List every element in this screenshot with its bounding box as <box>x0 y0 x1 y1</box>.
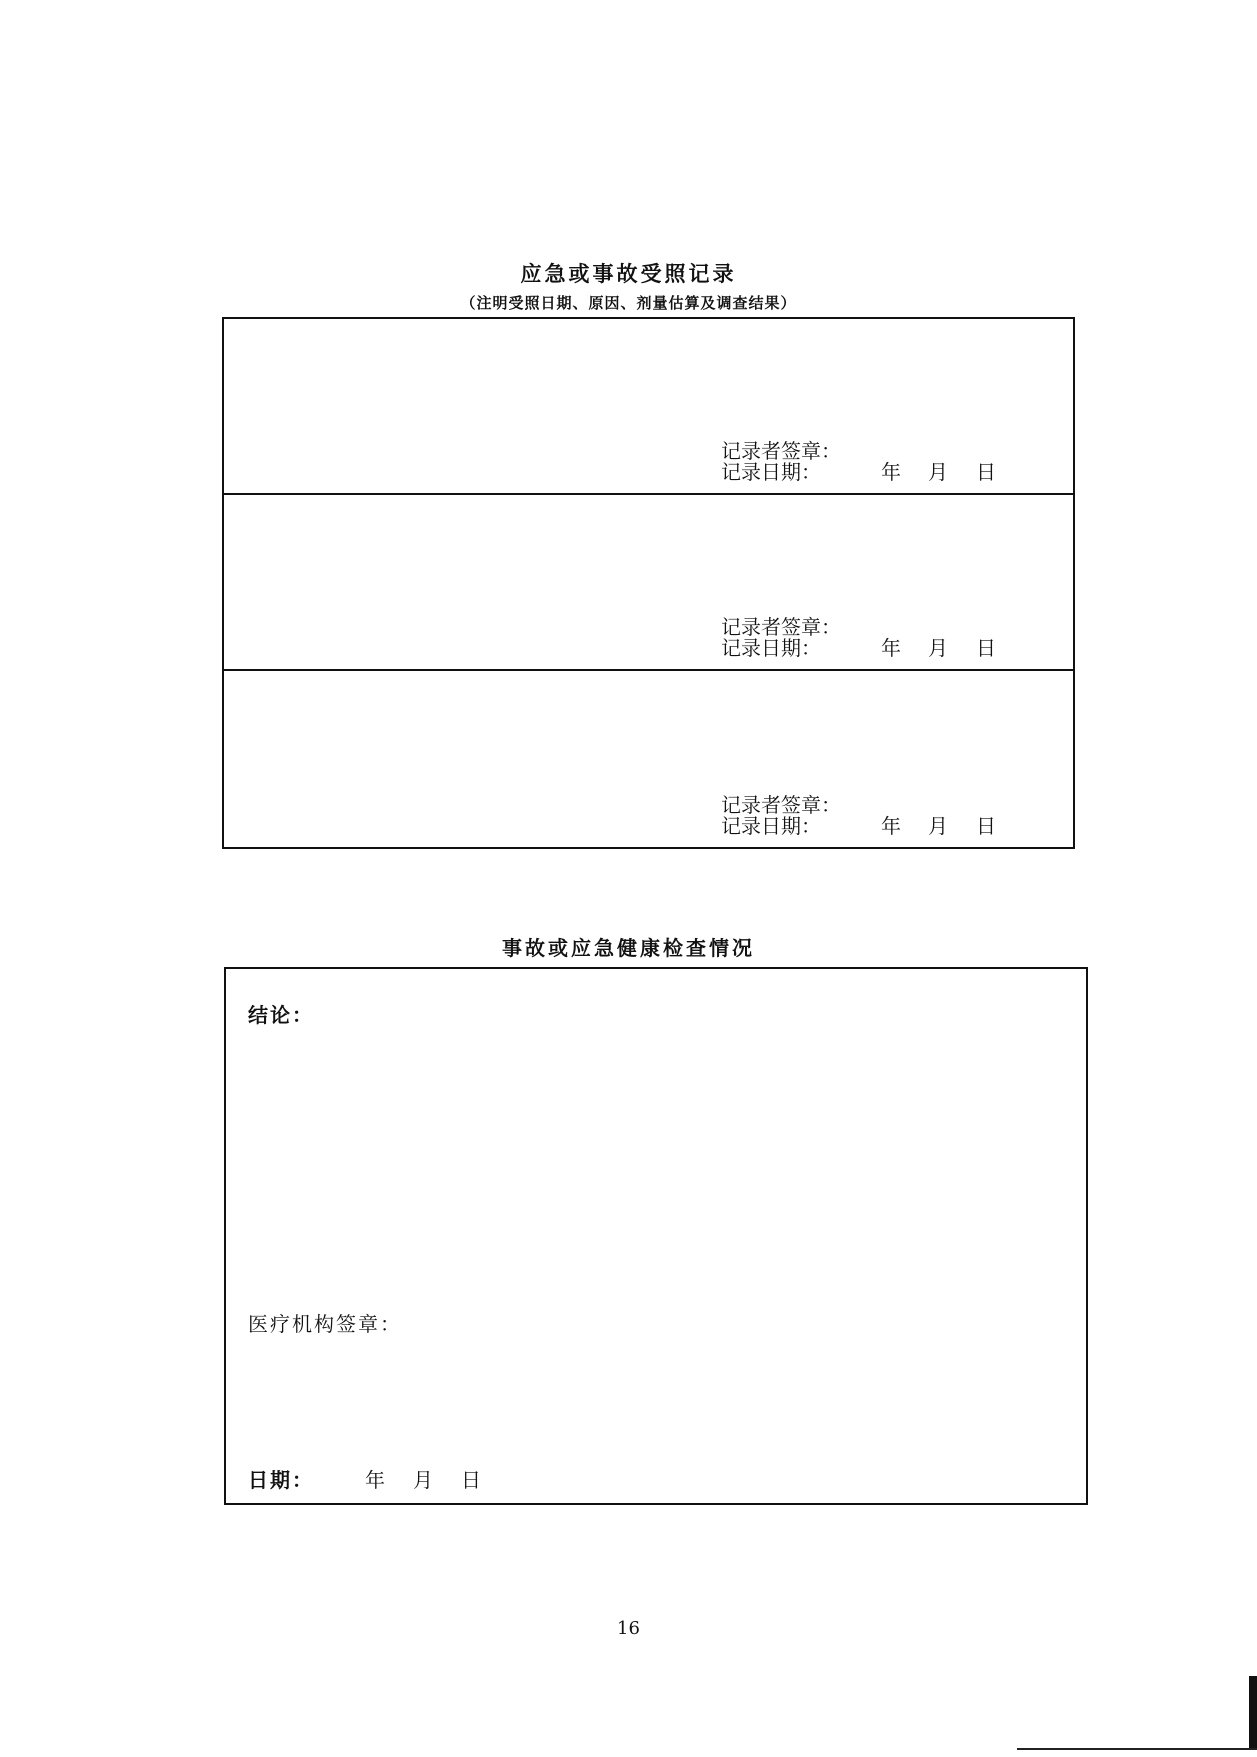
health-check-title: 事故或应急健康检查情况 <box>502 936 755 960</box>
date-year: 年 <box>365 1468 385 1492</box>
date-month: 月 <box>928 814 948 838</box>
date-year: 年 <box>881 460 901 484</box>
record-date-label: 记录日期： <box>721 460 821 484</box>
page-number: 16 <box>617 1618 640 1639</box>
recorder-signature-block <box>721 617 996 659</box>
date-day: 日 <box>461 1468 481 1492</box>
exposure-record-table <box>222 317 1075 849</box>
recorder-signature-label: 记录者签章： <box>721 439 841 463</box>
date-month: 月 <box>413 1468 433 1492</box>
conclusion-label: 结论： <box>248 1003 314 1027</box>
recorder-signature-label: 记录者签章： <box>721 793 841 817</box>
date-day: 日 <box>976 460 996 484</box>
date-day: 日 <box>976 636 996 660</box>
date-year: 年 <box>881 636 901 660</box>
record-date-label: 记录日期： <box>721 814 821 838</box>
health-date-label: 日期： <box>248 1468 314 1492</box>
record-date-label: 记录日期： <box>721 636 821 660</box>
date-year: 年 <box>881 814 901 838</box>
record-date-line <box>721 638 996 659</box>
record-row <box>224 495 1073 671</box>
record-row <box>224 319 1073 495</box>
exposure-record-subtitle: （注明受照日期、原因、剂量估算及调查结果） <box>460 294 797 312</box>
date-day: 日 <box>976 814 996 838</box>
recorder-signature-block <box>721 795 996 837</box>
health-check-date-line <box>248 1464 481 1493</box>
date-month: 月 <box>928 460 948 484</box>
recorder-signature-label: 记录者签章： <box>721 615 841 639</box>
scan-edge-mark <box>1249 1676 1257 1748</box>
medical-institution-seal-label: 医疗机构签章： <box>248 1312 402 1336</box>
recorder-signature-block <box>721 441 996 483</box>
record-date-line <box>721 462 996 483</box>
scan-edge-line <box>1017 1748 1257 1750</box>
date-month: 月 <box>928 636 948 660</box>
record-date-line <box>721 816 996 837</box>
exposure-record-title: 应急或事故受照记录 <box>520 262 737 286</box>
health-check-box <box>224 967 1088 1505</box>
record-row <box>224 671 1073 847</box>
